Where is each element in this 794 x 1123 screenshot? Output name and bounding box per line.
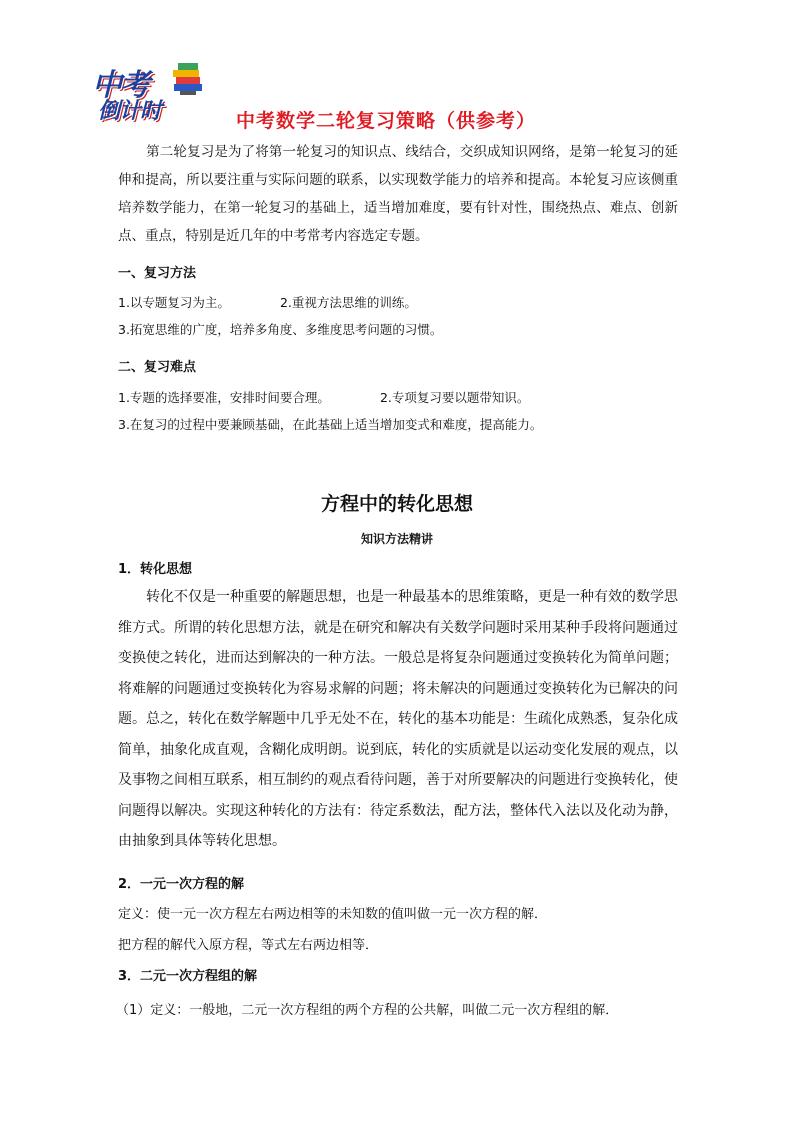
- section1-item2: 2.重视方法思维的训练。: [279, 295, 417, 310]
- topic-heading-2: 2．一元一次方程的解: [118, 877, 245, 892]
- books-icon: [168, 58, 208, 98]
- section2-item3: 3.在复习的过程中要兼顾基础，在此基础上适当增加变式和难度，提高能力。: [118, 417, 543, 432]
- topic-heading-3: 3．二元一次方程组的解: [118, 969, 258, 984]
- section2-item1: 1.专题的选择要准，安排时间要合理。: [118, 390, 330, 405]
- section2-row1: [118, 388, 529, 406]
- topic-subtitle: 知识方法精讲: [360, 532, 433, 546]
- logo-line-2: 倒计时: [98, 99, 162, 124]
- topic-title: 方程中的转化思想: [320, 493, 473, 515]
- logo-line-1: 中考: [92, 68, 148, 103]
- section1-row1: [118, 293, 417, 311]
- topic-def-2a: 定义：使一元一次方程左右两边相等的未知数的值叫做一元一次方程的解．: [118, 907, 548, 922]
- topic-def-2b: 把方程的解代入原方程，等式左右两边相等．: [118, 938, 379, 953]
- section1-heading: 一、复习方法: [118, 266, 197, 281]
- section2-item2: 2.专项复习要以题带知识。: [379, 390, 530, 405]
- section2-heading: 二、复习难点: [118, 360, 197, 375]
- intro-paragraph: [118, 138, 678, 250]
- topic-heading-1: 1．转化思想: [118, 562, 193, 577]
- logo: [92, 58, 210, 128]
- section1-item3: 3.拓宽思维的广度，培养多角度、多维度思考问题的习惯。: [118, 322, 443, 337]
- intro-text: 第二轮复习是为了将第一轮复习的知识点、线结合，交织成知识网络，是第一轮复习的延伸和提高，所以要注重与实际问题的联系，以实现数学能力的培养和提高。本轮复习应该侧重培养数学能力，在第一轮复习的基础上，适当增加难度，要有针对性，围绕热点、难点、创新点、重点，特别是近几年的中考常考内容选定专题。: [118, 144, 678, 244]
- page-title: 中考数学二轮复习策略（供参考）: [236, 110, 537, 132]
- section1-item1: 1.以专题复习为主。: [118, 295, 230, 310]
- topic-def-3: （1）定义：一般地，二元一次方程组的两个方程的公共解，叫做二元一次方程组的解．: [116, 1003, 619, 1018]
- topic-paragraph-1-text: 转化不仅是一种重要的解题思想，也是一种最基本的思维策略，更是一种有效的数学思维方式。所谓的转化思想方法，就是在研究和解决有关数学问题时采用某种手段将问题通过变换使之转化，进而达到解决的一种方法。一般总是将复杂问题通过变换转化为简单问题；将难解的问题通过变换转化为容易求解的问题；将未解决的问题通过变换转化为已解决的问题。总之，转化在数学解题中几乎无处不在，转化的基本功能是：生疏化成熟悉，复杂化成简单，抽象化成直观，含糊化成明朗。说到底，转化的实质就是以运动变化发展的观点，以及事物之间相互联系，相互制约的观点看待问题，善于对所要解决的问题进行变换转化，使问题得以解决。实现这种转化的方法有：待定系数法，配方法，整体代入法以及化动为静，由抽象到具体等转化思想。: [118, 589, 678, 849]
- topic-paragraph-1: [118, 582, 678, 857]
